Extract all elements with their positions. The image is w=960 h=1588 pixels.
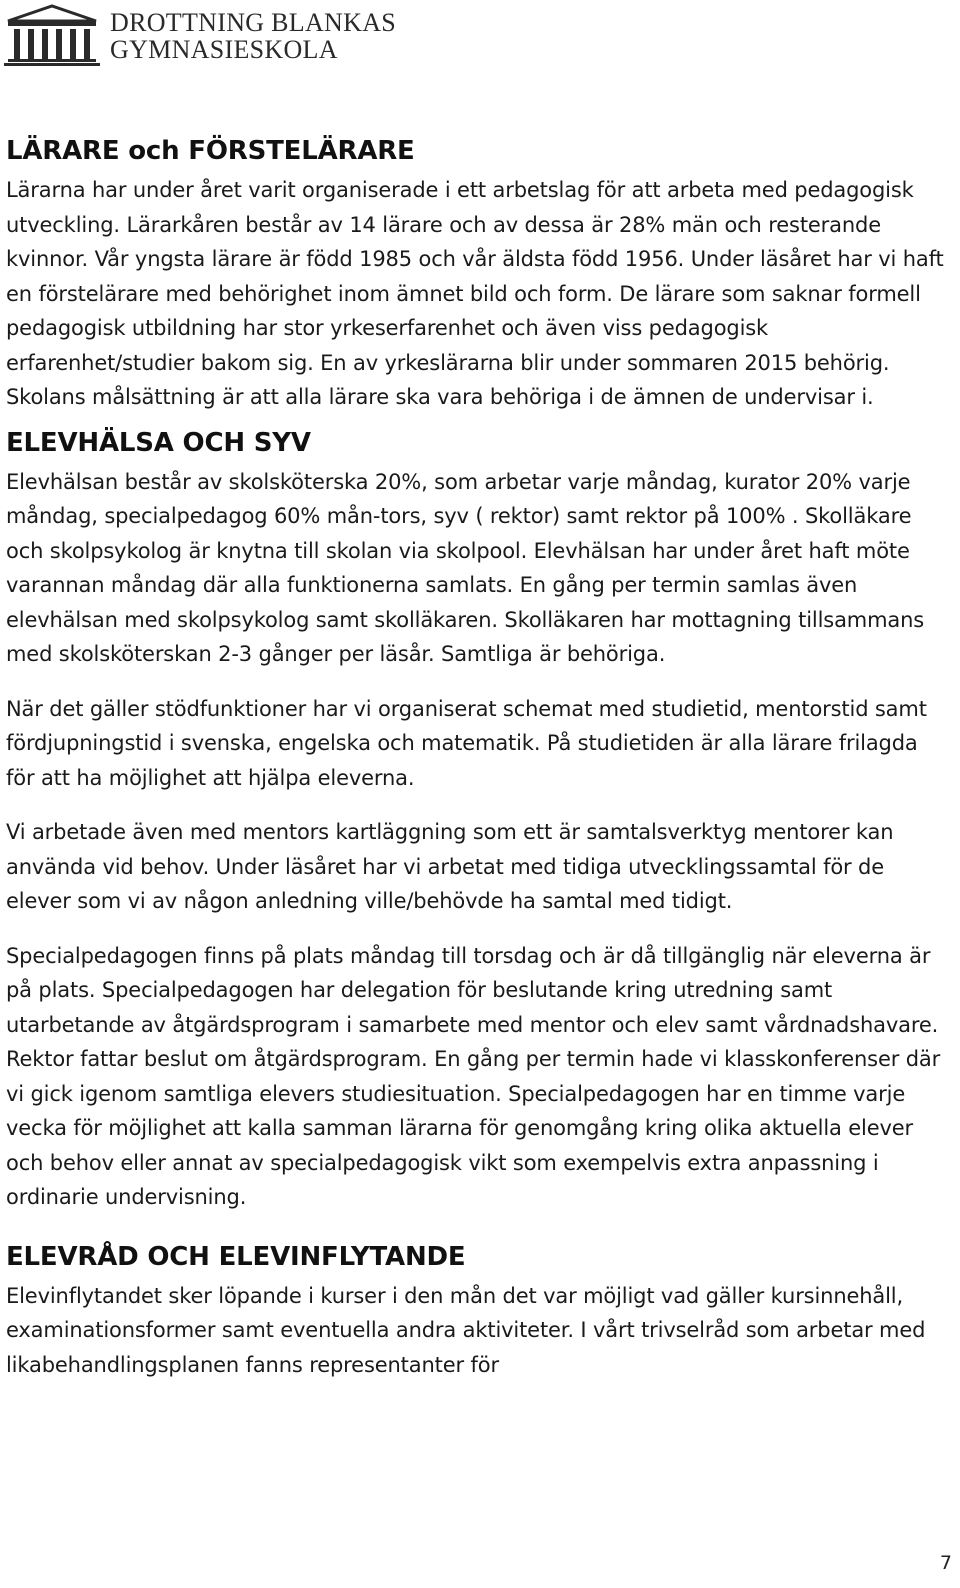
section-heading-elevhalsa: ELEVHÄLSA OCH SYV bbox=[6, 427, 311, 458]
paragraph-elevrad: Elevinflytandet sker löpande i kurser i den mån det var möjligt vad gäller kursinnehåll, examinationsformer samt eventuella andra aktiviteter. I vårt trivselråd som arbetar med likabehandlingsplanen fanns representanter för bbox=[6, 1283, 926, 1377]
logo-line-1: DROTTNING BLANKAS bbox=[110, 8, 397, 37]
section-heading-larare: LÄRARE och FÖRSTELÄRARE bbox=[6, 136, 415, 166]
page-number: 7 bbox=[939, 1552, 952, 1574]
paragraph-larare: Lärarna har under året varit organiserade i ett arbetslag för att arbeta med pedagogisk utveckling. Lärarkåren består av 14 lärare och av dessa är 28% män och resterande kvinnor. Vår yngsta lärare är född 1985 och vår äldsta född 1956. Under läsåret har vi haft en förstelärare med behörighet inom ämnet bild och form. De lärare som saknar formell pedagogisk utbildning har stor yrkeserfarenhet och även viss pedagogisk erfarenhet/studier bakom sig. En av yrkeslärarna blir under sommaren 2015 behörig. Skolans målsättning är att alla lärare ska vara behöriga i de ämnen de undervisar i. bbox=[6, 178, 944, 409]
school-logo bbox=[4, 3, 396, 67]
paragraph-elevhalsa-2: När det gäller stödfunktioner har vi organiserat schemat med studietid, mentorstid samt fördjupningstid i svenska, engelska och matematik. På studietiden är alla lärare frilagda för att ha möjlighet att hjälpa eleverna. bbox=[6, 696, 927, 790]
section-heading-elevrad: ELEVRÅD OCH ELEVINFLYTANDE bbox=[6, 1241, 466, 1272]
logo-wordmark bbox=[110, 10, 396, 64]
paragraph-elevhalsa-4: Specialpedagogen finns på plats måndag till torsdag och är då tillgänglig när eleverna är på plats. Specialpedagogen har delegation för beslutande kring utredning samt utarbetande av åtgärdsprogram i samarbete med mentor och elev samt vårdnadshavare. Rektor fattar beslut om åtgärdsprogram. En gång per termin hade vi klasskonferenser där vi gick igenom samtliga elevers studiesituation. Specialpedagogen har en timme varje vecka för möjlighet att kalla samman lärarna för genomgång kring olika aktuella elever och behov eller annat av specialpedagogisk vikt som exempelvis extra anpassning i ordinarie undervisning. bbox=[6, 943, 941, 1209]
document-body bbox=[6, 129, 950, 1382]
paragraph-elevhalsa-3: Vi arbetade även med mentors kartläggning som ett är samtalsverktyg mentorer kan använda vid behov. Under läsåret har vi arbetat med tidiga utvecklingssamtal för de elever som vi av någon anledning ville/behövde ha samtal med tidigt. bbox=[6, 820, 894, 913]
logo-line-2: GYMNASIESKOLA bbox=[110, 35, 338, 64]
school-building-icon bbox=[4, 3, 100, 67]
paragraph-elevhalsa-1: Elevhälsan består av skolsköterska 20%, som arbetar varje måndag, kurator 20% varje måndag, specialpedagog 60% mån-tors, syv ( rektor) samt rektor på 100% . Skolläkare och skolpsykolog är knytna till skolan via skolpool. Elevhälsan har under året haft möte varannan måndag där alla funktionerna samlats. En gång per termin samlas även elevhälsan med skolpsykolog samt skolläkaren. Skolläkaren har mottagning tillsammans med skolsköterskan 2-3 gånger per läsår. Samtliga är behöriga. bbox=[6, 469, 925, 666]
